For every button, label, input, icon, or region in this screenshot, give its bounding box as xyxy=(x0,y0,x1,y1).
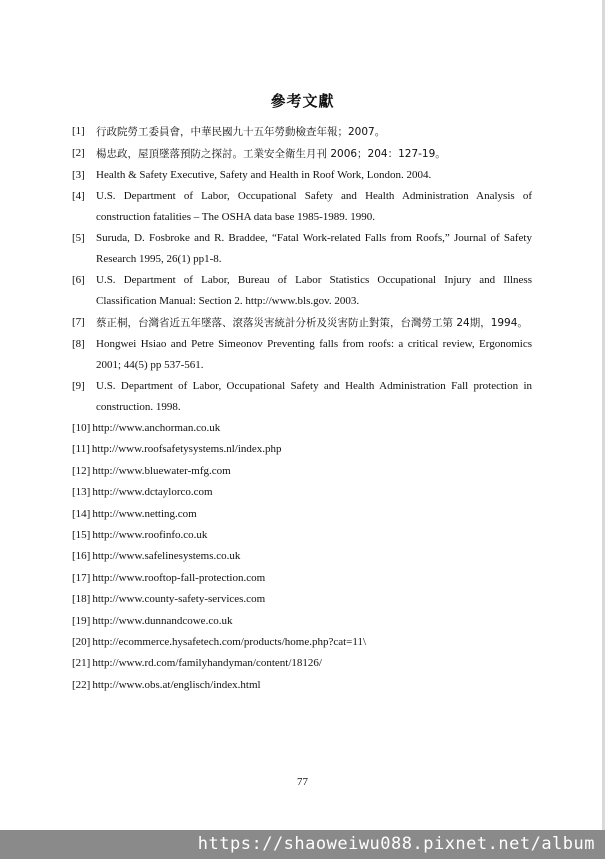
reference-number: [5] xyxy=(72,232,85,244)
reference-url: http://www.roofsafetysystems.nl/index.php xyxy=(91,443,282,456)
reference-item xyxy=(72,525,532,546)
reference-item xyxy=(72,632,532,653)
reference-url: http://www.roofinfo.co.uk xyxy=(92,529,208,542)
reference-url: http://www.bluewater-mfg.com xyxy=(92,464,231,477)
reference-url: http://www.rooftop-fall-protection.com xyxy=(92,571,266,584)
reference-number: [12] xyxy=(72,464,91,477)
reference-item xyxy=(72,186,532,228)
page-title: 參考文獻 xyxy=(270,92,335,110)
reference-url: http://www.county-safety-services.com xyxy=(92,593,266,606)
reference-number: [14] xyxy=(72,507,91,520)
reference-text: U.S. Department of Labor, Occupational Safety and Health Administration Analysis of construction fatalities – The OSHA data base 1985-1989. 1990. xyxy=(96,190,532,223)
reference-number: [13] xyxy=(72,486,91,499)
reference-text: 行政院勞工委員會，中華民國九十五年勞動檢查年報；2007。 xyxy=(96,126,386,138)
reference-item xyxy=(72,228,532,270)
reference-item xyxy=(72,546,532,567)
reference-url: http://www.obs.at/englisch/index.html xyxy=(92,678,261,691)
reference-item xyxy=(72,418,532,439)
reference-item xyxy=(72,504,532,525)
reference-url: http://www.netting.com xyxy=(92,507,197,520)
reference-number: [22] xyxy=(72,678,91,691)
reference-number: [9] xyxy=(72,380,85,392)
reference-text: U.S. Department of Labor, Bureau of Labor Statistics Occupational Injury and Illness Classification Manual: Section 2. http://www.bls.gov. 2003. xyxy=(96,274,532,307)
reference-text: U.S. Department of Labor, Occupational Safety and Health Administration Fall protection in construction. 1998. xyxy=(96,380,532,413)
reference-number: [7] xyxy=(72,316,85,328)
reference-number: [15] xyxy=(72,529,91,542)
reference-text: Health & Safety Executive, Safety and Health in Roof Work, London. 2004. xyxy=(96,169,432,181)
reference-number: [21] xyxy=(72,657,91,670)
reference-number: [16] xyxy=(72,550,91,563)
reference-number: [11] xyxy=(72,443,90,456)
reference-item xyxy=(72,611,532,632)
reference-item xyxy=(72,675,532,696)
reference-url: http://www.safelinesystems.co.uk xyxy=(92,550,241,563)
reference-item xyxy=(72,568,532,589)
reference-item xyxy=(72,653,532,674)
reference-url: http://www.rd.com/familyhandyman/content/18126/ xyxy=(92,657,322,670)
reference-number: [3] xyxy=(72,169,85,181)
reference-number: [17] xyxy=(72,571,91,584)
reference-item xyxy=(72,482,532,503)
reference-text: 蔡正桐，台灣省近五年墜落、滾落災害統計分析及災害防止對策，台灣勞工第 24期，1994。 xyxy=(96,317,528,329)
reference-item xyxy=(72,165,532,186)
reference-item xyxy=(72,376,532,418)
watermark-banner: https://shaoweiwu088.pixnet.net/album xyxy=(0,830,605,859)
reference-number: [19] xyxy=(72,614,91,627)
reference-number: [8] xyxy=(72,338,85,350)
reference-list xyxy=(72,121,532,696)
reference-item xyxy=(72,121,532,143)
reference-url: http://ecommerce.hysafetech.com/products/home.php?cat=11\ xyxy=(92,636,367,649)
reference-item xyxy=(72,439,532,460)
reference-text: Suruda, D. Fosbroke and R. Braddee, “Fatal Work-related Falls from Roofs,” Journal of Safety Research 1995, 26(1) pp1-8. xyxy=(96,232,532,265)
page-number: 77 xyxy=(297,776,308,788)
reference-number: [1] xyxy=(72,125,85,137)
reference-text: 楊忠政，屋頂墜落預防之探討。工業安全衛生月刊 2006；204：127-19。 xyxy=(96,148,446,160)
reference-url: http://www.dctaylorco.com xyxy=(92,486,213,499)
reference-number: [18] xyxy=(72,593,91,606)
reference-item xyxy=(72,589,532,610)
reference-number: [4] xyxy=(72,190,85,202)
reference-item xyxy=(72,270,532,312)
reference-number: [20] xyxy=(72,636,91,649)
reference-item xyxy=(72,461,532,482)
reference-item xyxy=(72,334,532,376)
reference-number: [2] xyxy=(72,147,85,159)
reference-text: Hongwei Hsiao and Petre Simeonov Preventing falls from roofs: a critical review, Ergonomics 2001; 44(5) pp 537-561. xyxy=(96,338,532,371)
reference-number: [6] xyxy=(72,274,85,286)
reference-item xyxy=(72,143,532,165)
reference-number: [10] xyxy=(72,422,91,434)
reference-url: http://www.dunnandcowe.co.uk xyxy=(92,614,233,627)
reference-item xyxy=(72,312,532,334)
reference-url: http://www.anchorman.co.uk xyxy=(92,422,221,434)
